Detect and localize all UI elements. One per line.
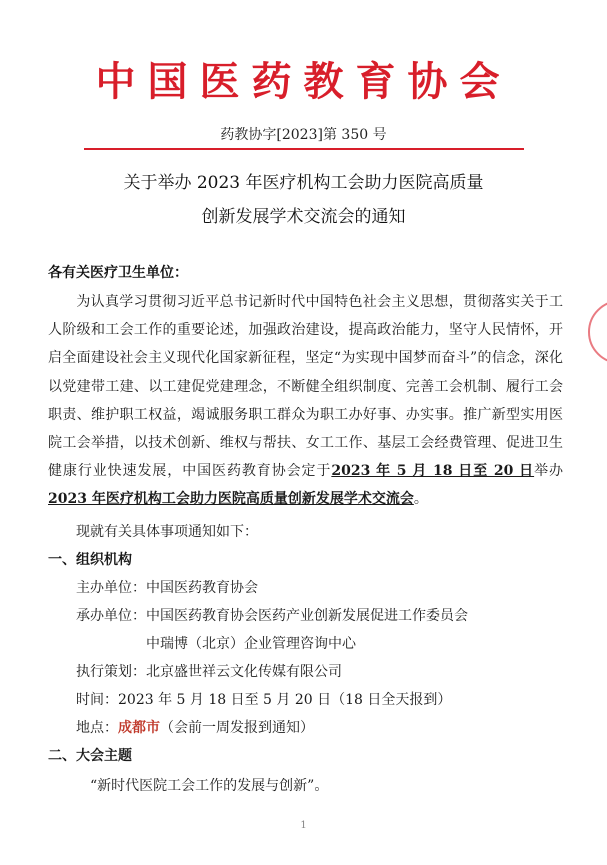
planner-row xyxy=(76,661,342,681)
time-row xyxy=(76,689,451,709)
planner-value: 北京盛世祥云文化传媒有限公司 xyxy=(146,664,342,680)
time-label: 时间： xyxy=(76,692,118,708)
intro-paragraph xyxy=(48,288,563,514)
notice-title-line-2: 创新发展学术交流会的通知 xyxy=(201,207,406,227)
event-name: 2023 年医疗机构工会助力医院高质量创新发展学术交流会 xyxy=(48,491,414,508)
place-note: （会前一周发报到通知） xyxy=(160,720,314,736)
intro-text-before: 为认真学习贯彻习近平总书记新时代中国特色社会主义思想，贯彻落实关于工人阶级和工会工作的重要论述，加强政治建设，提高政治能力，坚守人民情怀，开启全面建设社会主义现代化国家新征程，坚定“为实现中国梦而奋斗”的信念，深化以党建带工建、以工建促党建理念，不断健全组织制度、完善工会机制、履行工会职责、维护职工权益，竭诚服务职工群众为职工办好事、办实事。推广新型实用医院工会举措，以技术创新、维权与帮扶、女工工作、基层工会经费管理、促进卫生健康行业快速发展，中国医药教育协会定于 xyxy=(48,294,563,480)
planner-label: 执行策划： xyxy=(76,664,146,680)
section-1-heading: 一、组织机构 xyxy=(48,552,132,568)
place-label: 地点： xyxy=(76,720,118,736)
organizer-row xyxy=(76,605,468,625)
host-label: 主办单位： xyxy=(76,580,146,596)
section-2-heading: 二、大会主题 xyxy=(48,748,132,764)
intro-text-end: 。 xyxy=(413,491,428,508)
official-seal-edge xyxy=(588,300,607,364)
letterhead-divider xyxy=(84,148,524,150)
document-number: 药教协字[2023]第 350 号 xyxy=(220,127,387,143)
page-number: 1 xyxy=(300,820,307,831)
org-letterhead-title: 中国医药教育协会 xyxy=(95,59,512,105)
organizer-label: 承办单位： xyxy=(76,608,146,624)
organizer-value-1: 中国医药教育协会医药产业创新发展促进工作委员会 xyxy=(146,608,468,624)
host-row xyxy=(76,577,258,597)
organizer-value-2: 中瑞博（北京）企业管理咨询中心 xyxy=(146,636,356,652)
host-value: 中国医药教育协会 xyxy=(146,580,258,596)
place-city: 成都市 xyxy=(118,720,160,736)
place-row xyxy=(76,717,314,737)
event-date: 2023 年 5 月 18 日至 20 日 xyxy=(331,463,535,480)
notice-title-line-1: 关于举办 2023 年医疗机构工会助力医院高质量 xyxy=(123,173,484,193)
conference-theme: “新时代医院工会工作的发展与创新”。 xyxy=(90,778,329,794)
intro-text-middle: 举办 xyxy=(534,463,564,480)
salutation: 各有关医疗卫生单位： xyxy=(48,265,188,281)
notice-line: 现就有关具体事项通知如下： xyxy=(76,524,258,540)
time-value: 2023 年 5 月 18 日至 5 月 20 日（18 日全天报到） xyxy=(118,692,452,708)
